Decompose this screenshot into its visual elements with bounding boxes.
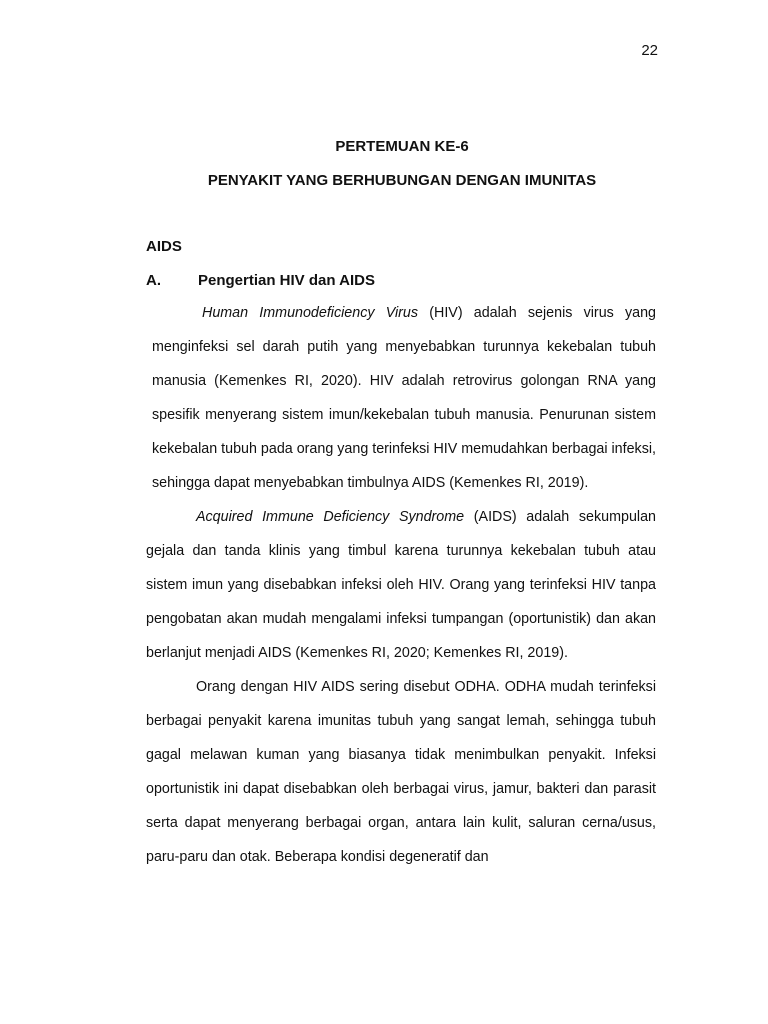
chapter-heading: [0, 138, 768, 190]
italic-term-aids: Acquired Immune Deficiency Syndrome: [196, 509, 465, 525]
italic-term-hiv: Human Immunodeficiency Virus: [202, 305, 419, 321]
paragraph-hiv-definition: [152, 296, 656, 500]
paragraph-aids-definition: [146, 500, 656, 670]
subsection-title: Pengertian HIV dan AIDS: [198, 272, 375, 289]
topic-title: PENYAKIT YANG BERHUBUNGAN DENGAN IMUNITAS: [207, 172, 597, 189]
paragraph-text: (AIDS) adalah sekumpulan gejala dan tanda klinis yang timbul karena turunnya kekebalan tubuh atau sistem imun yang disebabkan infeksi oleh HIV. Orang yang terinfeksi HIV tanpa pengobatan akan mudah mengalami infeksi tumpangan (oportunistik) dan akan berlanjut menjadi AIDS (Kemenkes RI, 2020; Kemenkes RI, 2019).: [146, 509, 656, 661]
subsection-heading: [146, 272, 375, 289]
body-text: [146, 296, 656, 874]
page-number: 22: [641, 42, 658, 59]
paragraph-odha: Orang dengan HIV AIDS sering disebut ODHA. ODHA mudah terinfeksi berbagai penyakit karena imunitas tubuh yang sangat lemah, sehingga tubuh gagal melawan kuman yang biasanya tidak menimbulkan penyakit. Infeksi oportunistik ini dapat disebabkan oleh berbagai virus, jamur, bakteri dan parasit serta dapat menyerang berbagai organ, antara lain kulit, saluran cerna/usus, paru-paru dan otak. Beberapa kondisi degeneratif dan: [146, 679, 656, 865]
meeting-title: PERTEMUAN KE-6: [335, 138, 469, 155]
paragraph-text: (HIV) adalah sejenis virus yang menginfeksi sel darah putih yang menyebabkan turunnya kekebalan tubuh manusia (Kemenkes RI, 2020). HIV adalah retrovirus golongan RNA yang spesifik menyerang sistem imun/kekebalan tubuh manusia. Penurunan sistem kekebalan tubuh pada orang yang terinfeksi HIV memudahkan berbagai infeksi, sehingga dapat menyebabkan timbulnya AIDS (Kemenkes RI, 2019).: [152, 305, 656, 491]
section-title: AIDS: [146, 238, 182, 255]
subsection-number: A.: [146, 272, 161, 289]
